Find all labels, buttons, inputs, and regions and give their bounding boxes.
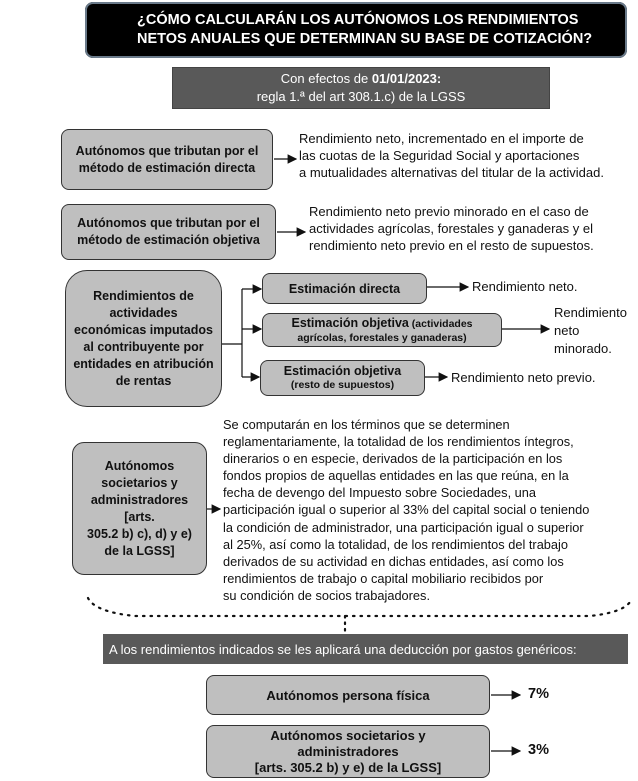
box-line: 305.2 b) c), d) y e): [87, 526, 192, 541]
text-line: rendimiento neto previo en el resto de supuestos.: [309, 238, 594, 253]
box-line: [arts. 305.2 b) y e) de la LGSS]: [254, 759, 442, 775]
branch-result-3: Rendimiento neto previo.: [451, 370, 596, 385]
box-estimacion-directa: [61, 129, 273, 190]
pct-societarios: 3%: [528, 742, 549, 758]
text-line: rendimientos de trabajo o capital mobiliario recibidos por: [223, 570, 544, 586]
box-persona-fisica: [206, 675, 490, 715]
box-line: administradores: [297, 743, 399, 759]
effect-prefix: Con efectos de: [280, 71, 372, 86]
effect-banner: [172, 67, 550, 109]
box-line: administradores: [90, 492, 189, 507]
effect-line-1: [173, 70, 549, 88]
box-estimacion-objetiva-label: Autónomos que tributan por el método de estimación objetiva: [77, 216, 260, 247]
text-line: Rendimiento neto previo minorado en el caso de: [309, 204, 589, 219]
result-line: Rendimiento: [554, 305, 627, 320]
text-line: reglamentariamente, la totalidad de los rendimientos íntegros,: [223, 434, 574, 450]
text-line: la condición de administrador, una participación igual o superior: [223, 519, 584, 535]
branch-sub-inline: (actividades: [408, 317, 473, 330]
branch-estimacion-objetiva-resto: [260, 360, 425, 396]
text-estimacion-objetiva: [309, 203, 635, 254]
title-line-1: ¿CÓMO CALCULARÁN LOS AUTÓNOMOS LOS RENDIMIENTOS: [137, 12, 579, 28]
deduction-banner: A los rendimientos indicados se les aplicará una deducción por gastos genéricos:: [103, 634, 628, 664]
text-line: al 25%, así como la totalidad, de los rendimientos del trabajo: [223, 536, 569, 552]
box-line: Autónomos persona física: [266, 687, 430, 703]
branch-title: Estimación objetiva: [291, 315, 409, 330]
text-estimacion-directa: [299, 130, 635, 181]
title-line-2: NETOS ANUALES QUE DETERMINAN SU BASE DE COTIZACIÓN?: [137, 31, 593, 47]
text-line: a mutualidades alternativas del titular de la actividad.: [299, 165, 604, 180]
text-societarios: [223, 416, 635, 604]
box-line: [arts.: [124, 509, 155, 524]
text-line: actividades agrícolas, forestales y ganaderas y el: [309, 221, 593, 236]
branch-title-line: [291, 316, 472, 331]
text-line: dinerarios o en especie, derivados de la participación en los: [223, 451, 563, 467]
branch-sub: (resto de supuestos): [290, 379, 395, 391]
box-line: de la LGSS]: [104, 543, 175, 558]
page-title: [85, 2, 627, 58]
text-line: Se computarán en los términos que se determinen: [223, 417, 510, 432]
result-line: minorado.: [554, 341, 612, 356]
box-estimacion-objetiva: [61, 204, 276, 260]
result-line: neto: [554, 323, 580, 338]
text-line: las cuotas de la Seguridad Social y aportaciones: [299, 148, 580, 163]
text-line: Rendimiento neto, incrementado en el importe de: [299, 131, 584, 146]
text-line: derivados de su actividad en dichas entidades, así como los: [223, 553, 564, 569]
branch-result-1: Rendimiento neto.: [472, 279, 578, 294]
branch-result-2: [554, 304, 627, 358]
box-atribucion-rentas: [65, 270, 222, 407]
text-line: su condición de socios trabajadores.: [223, 587, 431, 603]
box-estimacion-directa-label: Autónomos que tributan por el método de estimación directa: [75, 143, 259, 175]
branch-title: Estimación objetiva: [283, 364, 402, 378]
branch-estimacion-directa: [262, 273, 427, 304]
box-line: Autónomos societarios y: [270, 727, 426, 743]
box-atribucion-rentas-label: Rendimientos de actividades económicas imputados al contribuyente por entidades en atribución de rentas: [73, 288, 214, 388]
effect-date: 01/01/2023:: [371, 71, 442, 86]
text-line: participación igual o superior al 33% del capital social o teniendo: [223, 502, 590, 518]
branch-sub: agrícolas, forestales y ganaderas): [297, 331, 467, 344]
box-societarios: [72, 442, 207, 575]
branch-estimacion-objetiva-agricola: [262, 313, 502, 347]
box-line: Autónomos: [104, 458, 175, 473]
pct-persona-fisica: 7%: [528, 686, 549, 702]
text-line: fecha de devengo del Impuesto sobre Sociedades, una: [223, 485, 537, 501]
branch-title: Estimación directa: [288, 281, 401, 296]
box-societarios-deduccion: [206, 725, 490, 778]
effect-rule: regla 1.ª del art 308.1.c) de la LGSS: [256, 89, 466, 104]
box-line: societarios y: [101, 475, 178, 490]
text-line: fondos propios de aquellas entidades en las que reúna, en la: [223, 468, 569, 484]
